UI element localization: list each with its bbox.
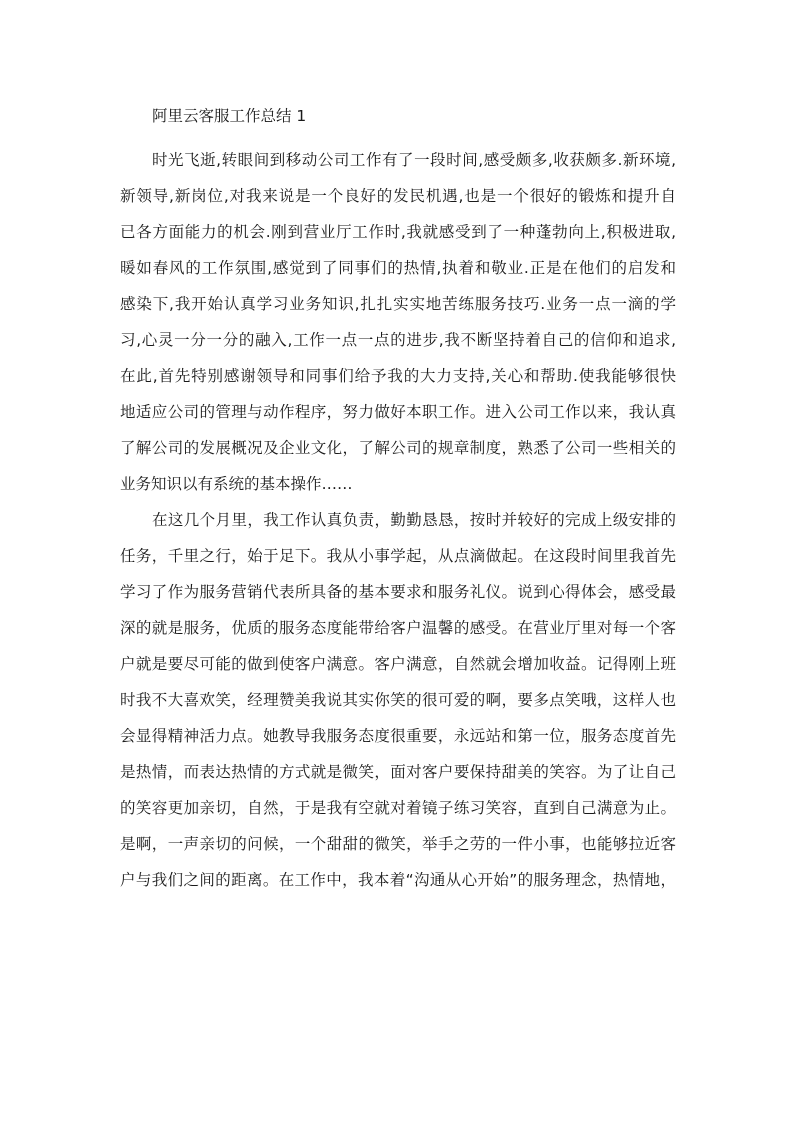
- paragraph1-line-6: 习,心灵一分一分的融入,工作一点一点的进步,我不断坚持着自己的信仰和追求,: [120, 331, 676, 349]
- paragraph1-line-5: 感染下,我开始认真学习业务知识,扎扎实实地苦练服务技巧.业务一点一滴的学: [120, 295, 676, 313]
- paragraph1-line-3: 已各方面能力的机会.刚到营业厅工作时,我就感受到了一种蓬勃向上,积极进取,: [120, 223, 676, 241]
- paragraph1-line-9: 了解公司的发展概况及企业文化，了解公司的规章制度，熟悉了公司一些相关的: [120, 439, 676, 457]
- paragraph2-line-6: 时我不大喜欢笑，经理赞美我说其实你笑的很可爱的啊，要多点笑哦，这样人也: [120, 691, 676, 709]
- paragraph2-line-1: 在这几个月里，我工作认真负责，勤勤恳恳，按时并较好的完成上级安排的: [152, 511, 676, 529]
- paragraph1-line-4: 暖如春风的工作氛围,感觉到了同事们的热情,执着和敬业.正是在他们的启发和: [120, 259, 676, 277]
- paragraph1-line-10: 业务知识以有系统的基本操作……: [120, 475, 353, 493]
- paragraph1-line-8: 地适应公司的管理与动作程序，努力做好本职工作。进入公司工作以来，我认真: [120, 403, 676, 421]
- paragraph2-line-2: 任务，千里之行，始于足下。我从小事学起，从点滴做起。在这段时间里我首先: [120, 547, 676, 565]
- paragraph1-line-7: 在此,首先特别感谢领导和同事们给予我的大力支持,关心和帮助.使我能够很快: [120, 367, 676, 385]
- paragraph2-line-3: 学习了作为服务营销代表所具备的基本要求和服务礼仪。说到心得体会，感受最: [120, 583, 676, 601]
- paragraph2-line-11: 户与我们之间的距离。在工作中，我本着“沟通从心开始”的服务理念，热情地，: [120, 871, 676, 889]
- paragraph2-line-5: 户就是要尽可能的做到使客户满意。客户满意，自然就会增加收益。记得刚上班: [120, 655, 676, 673]
- paragraph2-line-9: 的笑容更加亲切，自然，于是我有空就对着镜子练习笑容，直到自己满意为止。: [120, 799, 676, 817]
- paragraph2-line-7: 会显得精神活力点。她教导我服务态度很重要，永远站和第一位，服务态度首先: [120, 727, 676, 745]
- paragraph2-line-4: 深的就是服务，优质的服务态度能带给客户温馨的感受。在营业厅里对每一个客: [120, 619, 676, 637]
- paragraph1-line-1: 时光飞逝,转眼间到移动公司工作有了一段时间,感受颇多,收获颇多.新环境,: [152, 151, 676, 169]
- paragraph2-line-8: 是热情，而表达热情的方式就是微笑，面对客户要保持甜美的笑容。为了让自己: [120, 763, 676, 781]
- document-title: 阿里云客服工作总结 1: [152, 107, 307, 125]
- paragraph2-line-10: 是啊，一声亲切的问候，一个甜甜的微笑，举手之劳的一件小事，也能够拉近客: [120, 835, 676, 853]
- paragraph1-line-2: 新领导,新岗位,对我来说是一个良好的发民机遇,也是一个很好的锻炼和提升自: [120, 187, 676, 205]
